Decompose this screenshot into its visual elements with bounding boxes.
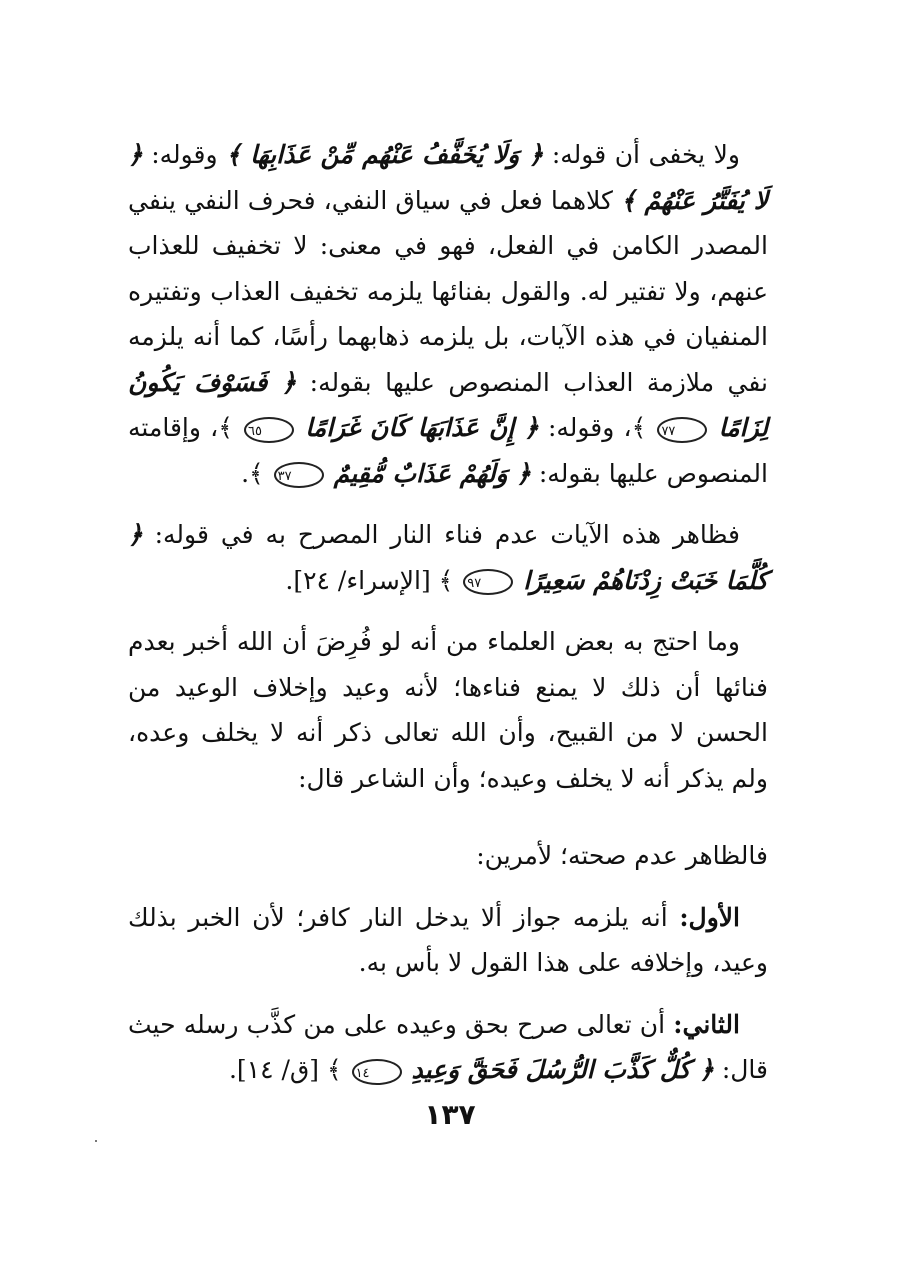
quran-verse: ﴿ كُلٌّ كَذَّبَ الرُّسُلَ فَحَقَّ وَعِيدِ [411,1055,714,1084]
paragraph-1 [128,132,768,496]
text-span: فظاهر هذه الآيات عدم فناء النار المصرح به في قوله: [142,520,740,549]
verse-number-badge: ٧٧ [657,417,707,443]
quran-verse: ﴿ لَا يُفَتَّرُ عَنْهُمْ ﴾ [128,140,768,215]
text-span: وقوله: [142,140,227,169]
quran-verse: ﴿ وَلَا يُخَفَّفُ عَنْهُم مِّنْ عَذَابِهَا ﴾ [226,140,544,169]
paragraph-gap [128,986,768,1002]
text-span: أن تعالى صرح بحق وعيده على من كذَّب رسله حيث قال: [128,1009,768,1084]
text-span: ﴾، وقوله: [538,413,656,442]
paragraph-3: وما احتج به بعض العلماء من أنه لو فُرِضَ أن الله أخبر بعدم فنائها أن ذلك لا يمنع فناءها؛ لأنه وعيد وإخلاف الوعيد من الحسن لا من القبيح، وأن الله تعالى ذكر أنه لا يخلف وعده، ولم يذكر أنه لا يخلف وعيده؛ وأن الشاعر قال: [128,627,768,793]
text-span: كلاهما فعل في سياق النفي، فحرف النفي ينفي المصدر الكامن في الفعل، فهو في معنى: لا تخفيف للعذاب عنهم، ولا تفتير له. والقول بفنائها يلزمه تخفيف العذاب وتفتيره المنفيان في هذه الآيات، بل يلزمه ذهابهما رأسًا، كما أنه يلزمه نفي ملازمة العذاب المنصوص عليها بقوله: [128,185,768,397]
scan-speck [95,1140,97,1142]
page-number: ١٣٧ [424,1098,476,1131]
text-span: ﴾، وإقامته المنصوص عليها بقوله: [128,413,768,488]
paragraph-gap [128,801,768,817]
verse-number-badge: ٣٧ [274,462,324,488]
quran-verse: ﴿ فَسَوْفَ يَكُونُ لِزَامًا [128,367,768,442]
paragraph-gap [128,879,768,895]
point-label: الأول: [679,902,740,932]
text-span: أنه يلزمه جواز ألا يدخل النار كافر؛ لأن الخبر بذلك وعيد، وإخلافه على هذا القول لا بأس به. [128,902,768,977]
quran-verse: ﴿ كُلَّمَا خَبَتْ زِدْنَاهُمْ سَعِيرًا [128,520,768,595]
text-span: ولا يخفى أن قوله: [543,140,740,169]
text-span: ﴾. [241,458,272,488]
paragraph-2 [128,512,768,603]
point-label: الثاني: [673,1009,740,1039]
page-body [128,132,768,1093]
verse-number-badge: ١٤ [352,1059,402,1085]
paragraph-5 [128,895,768,986]
paragraph-4: فالظاهر عدم صحته؛ لأمرين: [476,841,768,870]
verse-number-badge: ٩٧ [463,569,513,595]
quran-verse: ﴿ إِنَّ عَذَابَهَا كَانَ غَرَامًا [305,413,539,442]
paragraph-gap [128,603,768,619]
text-span: ﴾ [ق/ ١٤]. [228,1055,350,1084]
quran-verse: ﴿ وَلَهُمْ عَذَابٌ مُّقِيمٌ [333,458,531,488]
paragraph-6 [128,1002,768,1093]
paragraph-gap [128,496,768,512]
verse-number-badge: ٦٥ [244,417,294,443]
paragraph-gap [128,817,768,833]
text-span: ﴾ [الإسراء/ ٢٤]. [285,565,462,595]
